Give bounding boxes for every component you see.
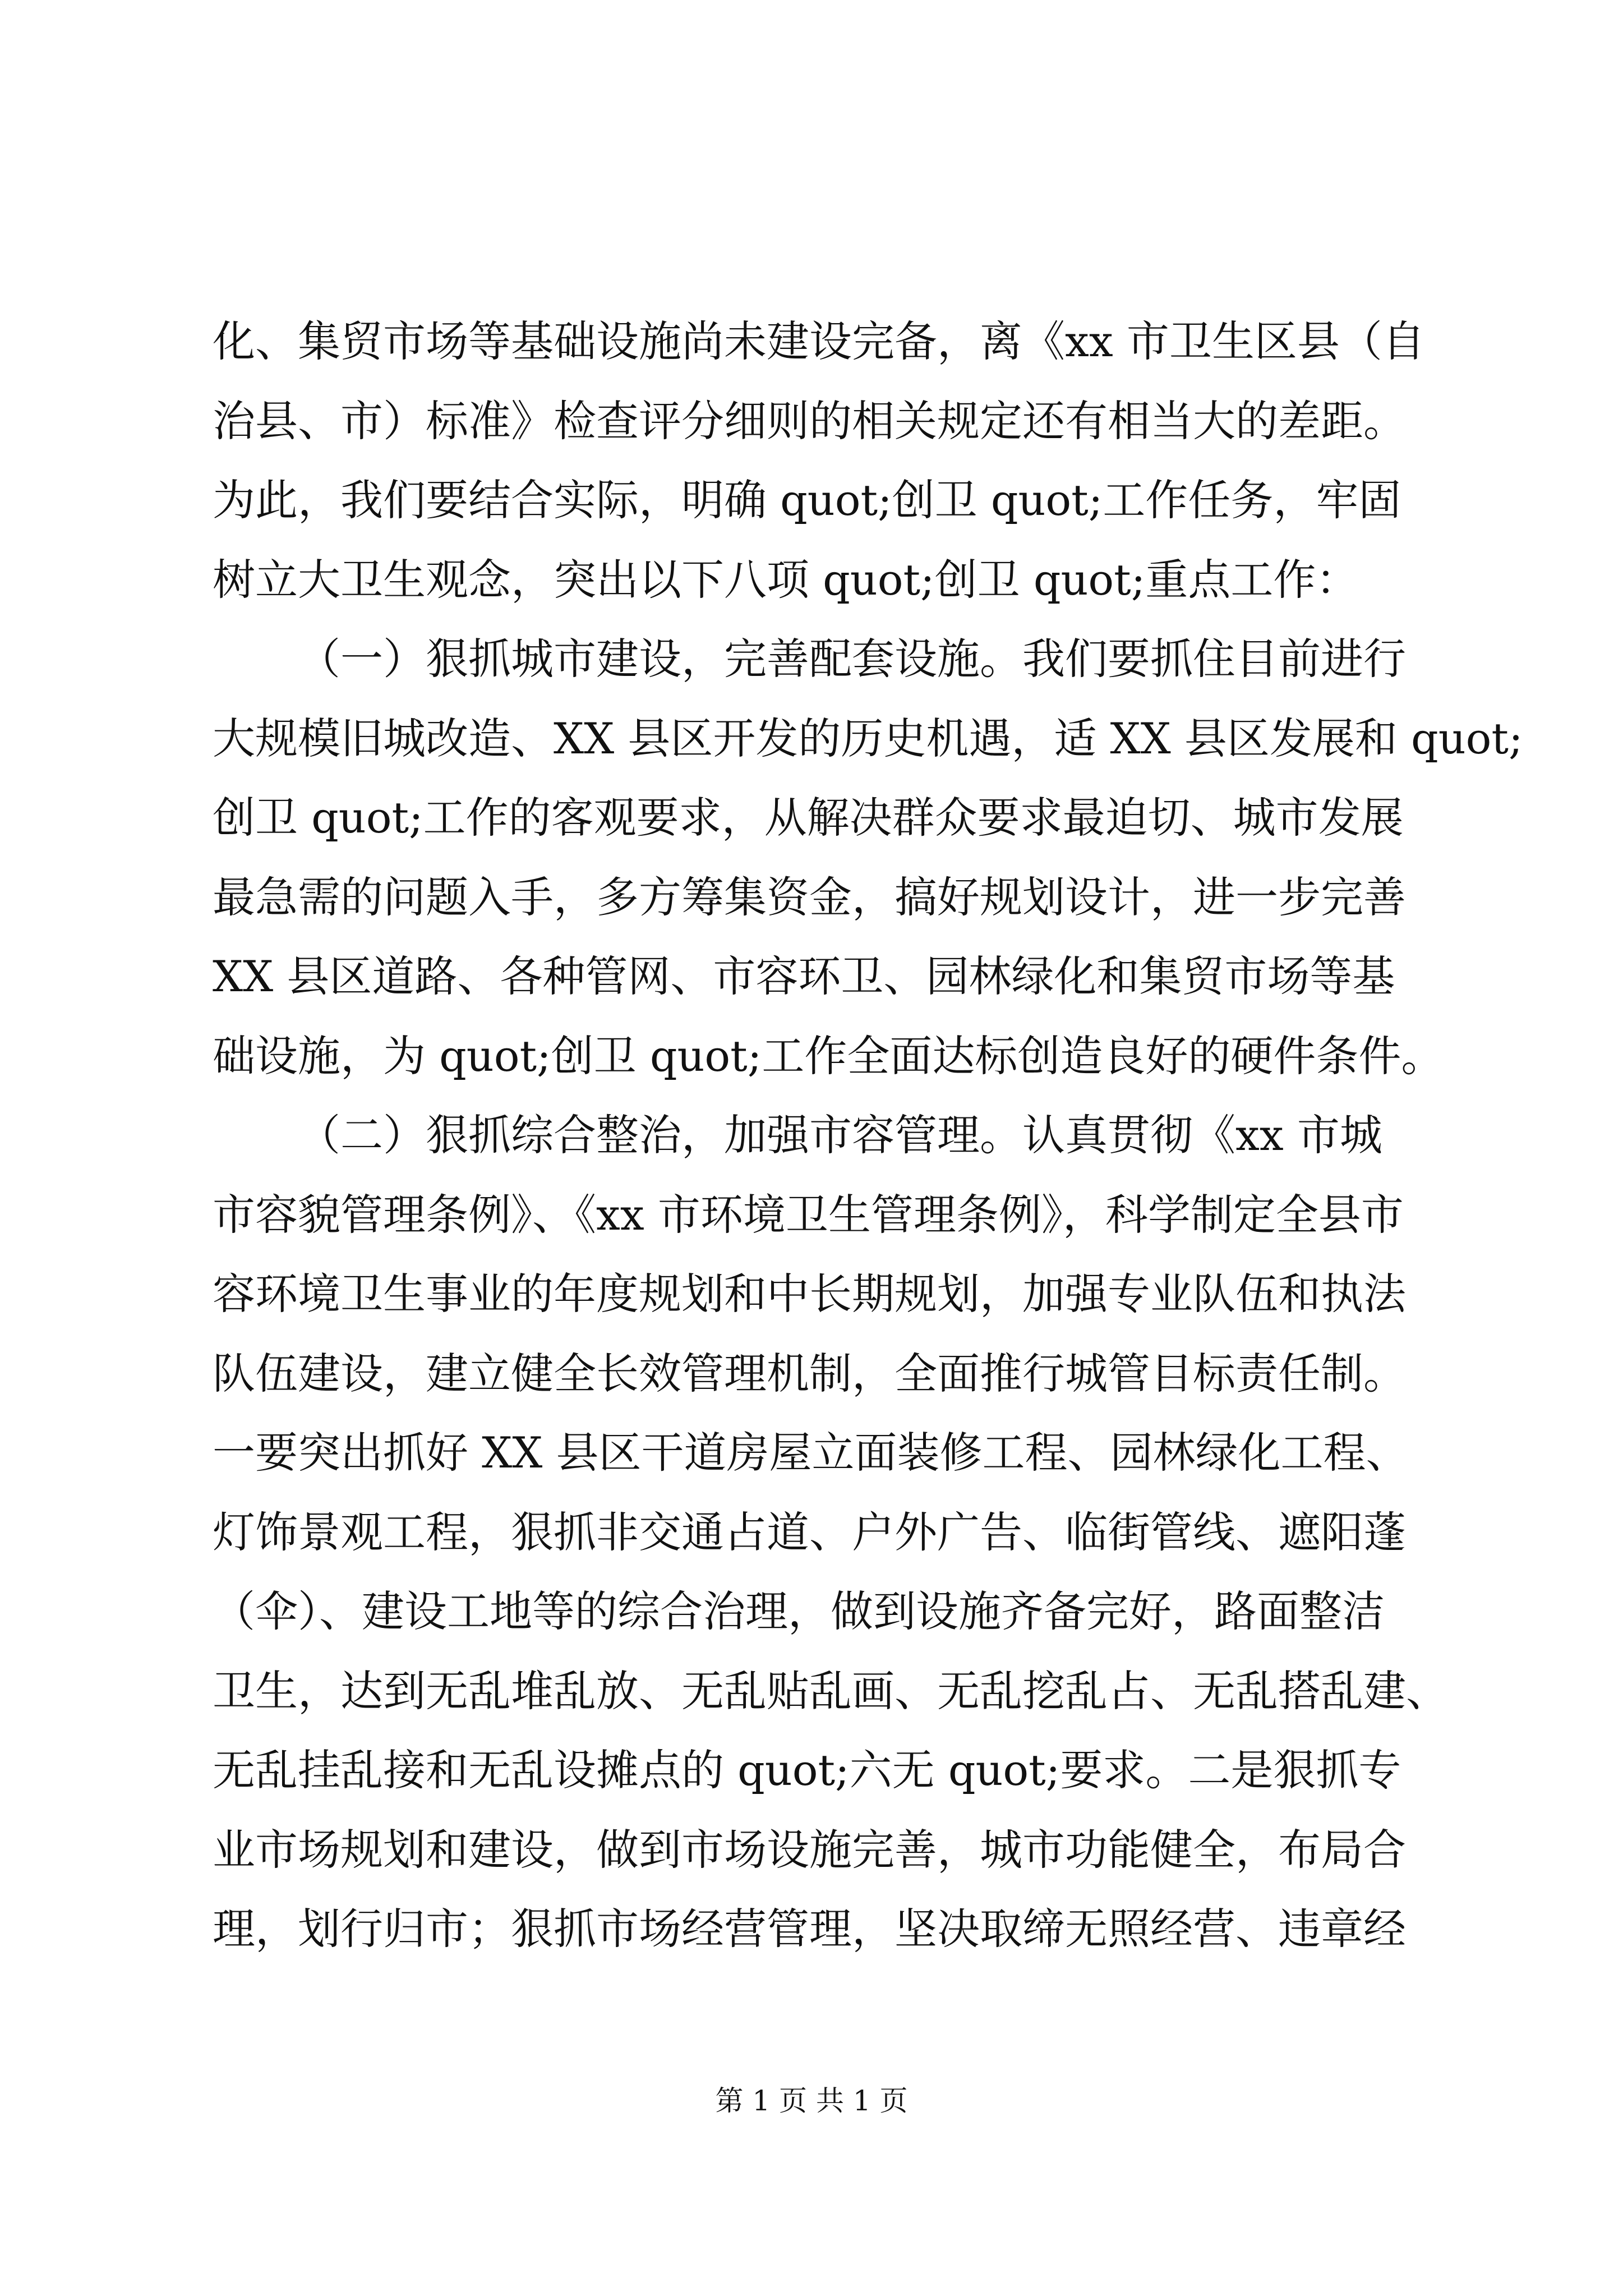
text-line: 础设施，为 quot;创卫 quot;工作全面达标创造良好的硬件条件。 xyxy=(213,1030,1444,1081)
text-line: 化、集贸市场等基础设施尚未建设完备，离《xx 市卫生区县（自 xyxy=(213,316,1425,366)
text-line: 队伍建设，建立健全长效管理机制，全面推行城管目标责任制。 xyxy=(213,1348,1406,1398)
text-line: 卫生，达到无乱堆乱放、无乱贴乱画、无乱挖乱占、无乱搭乱建、 xyxy=(213,1665,1449,1716)
text-line: 最急需的问题入手，多方筹集资金，搞好规划设计，进一步完善 xyxy=(213,872,1406,922)
page-number-label: 第 1 页 共 1 页 xyxy=(715,2085,908,2117)
text-line: 理，划行归市；狠抓市场经营管理，坚决取缔无照经营、违章经 xyxy=(213,1904,1406,1954)
text-line: 创卫 quot;工作的客观要求，从解决群众要求最迫切、城市发展 xyxy=(213,793,1404,843)
text-line: 大规模旧城改造、XX 县区开发的历史机遇，适 XX 县区发展和 quot; xyxy=(213,713,1523,763)
text-line: 树立大卫生观念，突出以下八项 quot;创卫 quot;重点工作： xyxy=(213,554,1359,605)
text-line: XX 县区道路、各种管网、市容环卫、园林绿化和集贸市场等基 xyxy=(213,951,1395,1001)
paragraph-first-line: （二）狠抓综合整治，加强市容管理。认真贯彻《xx 市城 xyxy=(298,1110,1382,1160)
text-line: 市容貌管理条例》、《xx 市环境卫生管理条例》，科学制定全县市 xyxy=(213,1189,1404,1240)
text-line: 治县、市）标准》检查评分细则的相关规定还有相当大的差距。 xyxy=(213,395,1406,446)
text-line: 一要突出抓好 XX 县区干道房屋立面装修工程、园林绿化工程、 xyxy=(213,1428,1409,1478)
paragraph-first-line: （一）狠抓城市建设，完善配套设施。我们要抓住目前进行 xyxy=(298,634,1406,684)
text-line: 容环境卫生事业的年度规划和中长期规划，加强专业队伍和执法 xyxy=(213,1269,1406,1319)
text-line: 灯饰景观工程，狠抓非交通占道、户外广告、临街管线、遮阳蓬 xyxy=(213,1507,1406,1557)
document-body xyxy=(213,302,1523,1969)
page-footer xyxy=(0,2084,1623,2118)
text-line: 为此，我们要结合实际，明确 quot;创卫 quot;工作任务，牢固 xyxy=(213,475,1401,525)
text-line: 无乱挂乱接和无乱设摊点的 quot;六无 quot;要求。二是狠抓专 xyxy=(213,1745,1401,1795)
text-line: （伞）、建设工地等的综合治理，做到设施齐备完好，路面整洁 xyxy=(213,1586,1385,1636)
text-line: 业市场规划和建设，做到市场设施完善，城市功能健全，布局合 xyxy=(213,1824,1406,1875)
